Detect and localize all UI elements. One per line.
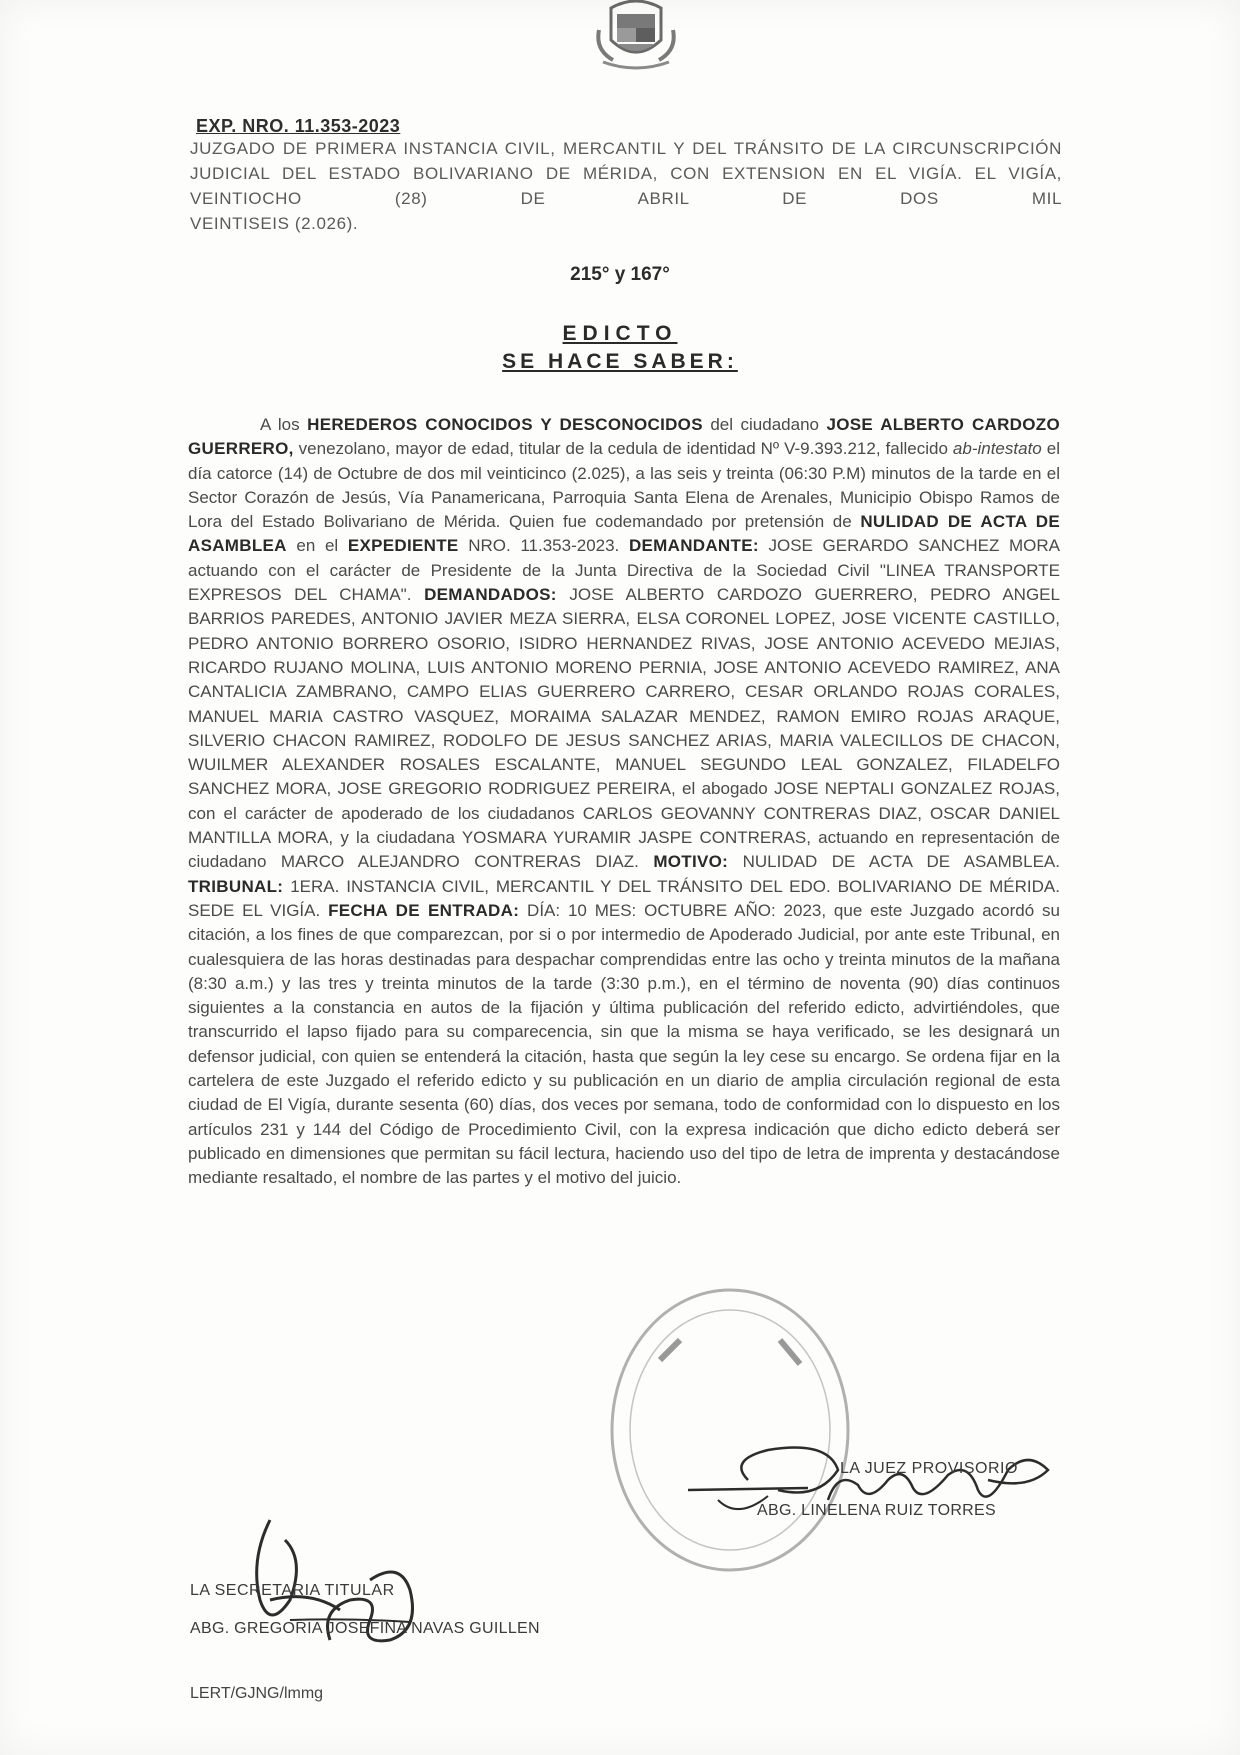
body-bold: HEREDEROS CONOCIDOS Y DESCONOCIDOS bbox=[307, 415, 703, 434]
body-bold: DEMANDADOS: bbox=[424, 585, 557, 605]
court-text-date-end: VEINTISEIS (2.026). bbox=[190, 214, 359, 233]
document-title: EDICTO bbox=[562, 322, 678, 345]
judge-name: ABG. LINELENA RUIZ TORRES bbox=[757, 1502, 996, 1519]
judge-signature bbox=[688, 1430, 1088, 1540]
body-bold: DEMANDANTE: bbox=[628, 536, 759, 556]
secretary-title: LA SECRETARIA TITULAR bbox=[190, 1582, 395, 1599]
court-text: JUZGADO DE PRIMERA INSTANCIA CIVIL, MERCANTIL Y DEL TRÁNSITO DE LA CIRCUNSCRIPCIÓN JUDICIAL DEL ESTADO BOLIVARIANO DE MÉRIDA, CON EXTENSION EN EL VIGÍA. EL VIGÍA, VEINTIOCHO (28) DE ABRIL DE DOS MIL bbox=[190, 139, 1062, 208]
body-text: JOSE ALBERTO CARDOZO GUERRERO, PEDRO ANGEL BARRIOS PAREDES, ANTONIO JAVIER MEZA SIERRA, ELSA CORONEL LOPEZ, JOSE VICENTE CASTILLO, PEDRO ANTONIO BORRERO OSORIO, ISIDRO HERNANDEZ RIVAS, JOSE ANTONIO ACEVEDO MEJIAS, RICARDO RUJANO MOLINA, LUIS ANTONIO MORENO PERNIA, JOSE ANTONIO ACEVEDO RAMIREZ, ANA CANTALICIA ZAMBRANO, CAMPO ELIAS GUERRERO CARRERO, CESAR ORLANDO ROJAS CORALES, MANUEL MARIA CASTRO VASQUEZ, MORAIMA SALAZAR MENDEZ, RAMON EMIRO ROJAS ARAQUE, SILVERIO CHACON RAMIREZ, RODOLFO DE JESUS SANCHEZ ARIAS, MARIA VALECILLOS DE CHACON, WUILMER ALEXANDER ROSALES ESCALANTE, MANUEL SEGUNDO LEAL GONZALEZ, FILADELFO SANCHEZ MORA, JOSE GREGORIO RODRIGUEZ PEREIRA, el abogado JOSE NEPTALI GONZALEZ ROJAS, con el carácter de apoderado de los ciudadanos CARLOS GEOVANNY CONTRERAS DIAZ, OSCAR DANIEL MANTILLA MORA, y la ciudadana YOSMARA YURAMIR JASPE CONTRERAS, actuando en representación de ciudadano MARCO ALEJANDRO CONTRERAS DIAZ. bbox=[188, 585, 1060, 872]
body-italic: ab-intestato bbox=[952, 439, 1042, 459]
body-bold: NULIDAD DE ACTA DE ASAMBLEA bbox=[188, 512, 1060, 556]
body-text: DÍA: 10 MES: OCTUBRE AÑO: 2023, que este Juzgado acordó su citación, a los fines de que comparezcan, por si o por intermedio de Apoderado Judicial, por ante este Tribunal, en cualesquiera de las horas destinadas para despachar comprendidas entre las ocho y treinta minutos de la mañana (8:30 a.m.) y las tres y treinta minutos de la tarde (3:30 p.m.), en el término de noventa (90) días continuos siguientes a la constancia en autos de la fijación y última publicación del referido edicto, advirtiéndoles, que transcurrido el lapso fijado para su comparecencia, sin que la misma se haya verificado, se les designará un defensor judicial, con quien se entenderá la citación, hasta que según la ley cese su encargo. Se ordena fijar en la cartelera de este Juzgado el referido edicto y su publicación en un diario de amplia circulación regional de esta ciudad de El Vigía, durante sesenta (60) días, dos veces por semana, todo de conformidad con lo dispuesto en los artículos 231 y 144 del Código de Procedimiento Civil, con la expresa indicación que dicho edicto deberá ser publicado en dimensiones que permitan su fácil lectura, haciendo uso del tipo de letra de imprenta y destacándose mediante resaltado, el nombre de las partes y el motivo del juicio. bbox=[188, 900, 1061, 1188]
years-line: 215° y 167° bbox=[570, 264, 670, 285]
body-text: A los bbox=[260, 415, 300, 434]
court-header bbox=[190, 136, 1062, 236]
coat-of-arms-icon bbox=[593, 0, 679, 72]
expedient-number: EXP. NRO. 11.353-2023 bbox=[196, 116, 401, 136]
body-text: JOSE GERARDO SANCHEZ MORA actuando con el carácter de Presidente de la Junta Directiva de la Sociedad Civil "LINEA TRANSPORTE EXPRESOS DEL CHAMA". bbox=[188, 536, 1060, 605]
body-text: NRO. 11.353-2023. bbox=[468, 536, 620, 556]
body-bold: TRIBUNAL: bbox=[188, 876, 284, 896]
body-text: 1ERA. INSTANCIA CIVIL, MERCANTIL Y DEL TRÁNSITO DEL EDO. BOLIVARIANO DE MÉRIDA. SEDE EL VIGÍA. bbox=[188, 876, 1060, 920]
reference-initials: LERT/GJNG/lmmg bbox=[190, 1685, 324, 1702]
body-bold: FECHA DE ENTRADA: bbox=[328, 900, 520, 920]
body-text: NULIDAD DE ACTA DE ASAMBLEA. bbox=[742, 852, 1060, 872]
body-bold: EXPEDIENTE bbox=[347, 536, 459, 556]
document-subtitle: SE HACE SABER: bbox=[502, 350, 738, 373]
secretary-name: ABG. GREGORIA JOSEFINA NAVAS GUILLEN bbox=[190, 1620, 540, 1637]
body-text: del ciudadano bbox=[710, 415, 819, 434]
body-text: el día catorce (14) de Octubre de dos mil veinticinco (2.025), a las seis y treinta (06:30 P.M) minutos de la tarde en el Sector Corazón de Jesús, Vía Panamericana, Parroquia Santa Elena de Arenales, Municipio Obispo Ramos de Lora del Estado Bolivariano de Mérida. Quien fue codemandado por pretensión de bbox=[188, 439, 1060, 532]
edict-body bbox=[188, 413, 1060, 1191]
body-text: venezolano, mayor de edad, titular de la cedula de identidad Nº V-9.393.212, fallecido bbox=[298, 439, 948, 459]
judge-title: LA JUEZ PROVISORIO bbox=[840, 1460, 1018, 1477]
body-bold: MOTIVO: bbox=[653, 852, 729, 872]
body-bold: JOSE ALBERTO CARDOZO GUERRERO, bbox=[188, 415, 1060, 459]
body-text: en el bbox=[296, 536, 339, 556]
